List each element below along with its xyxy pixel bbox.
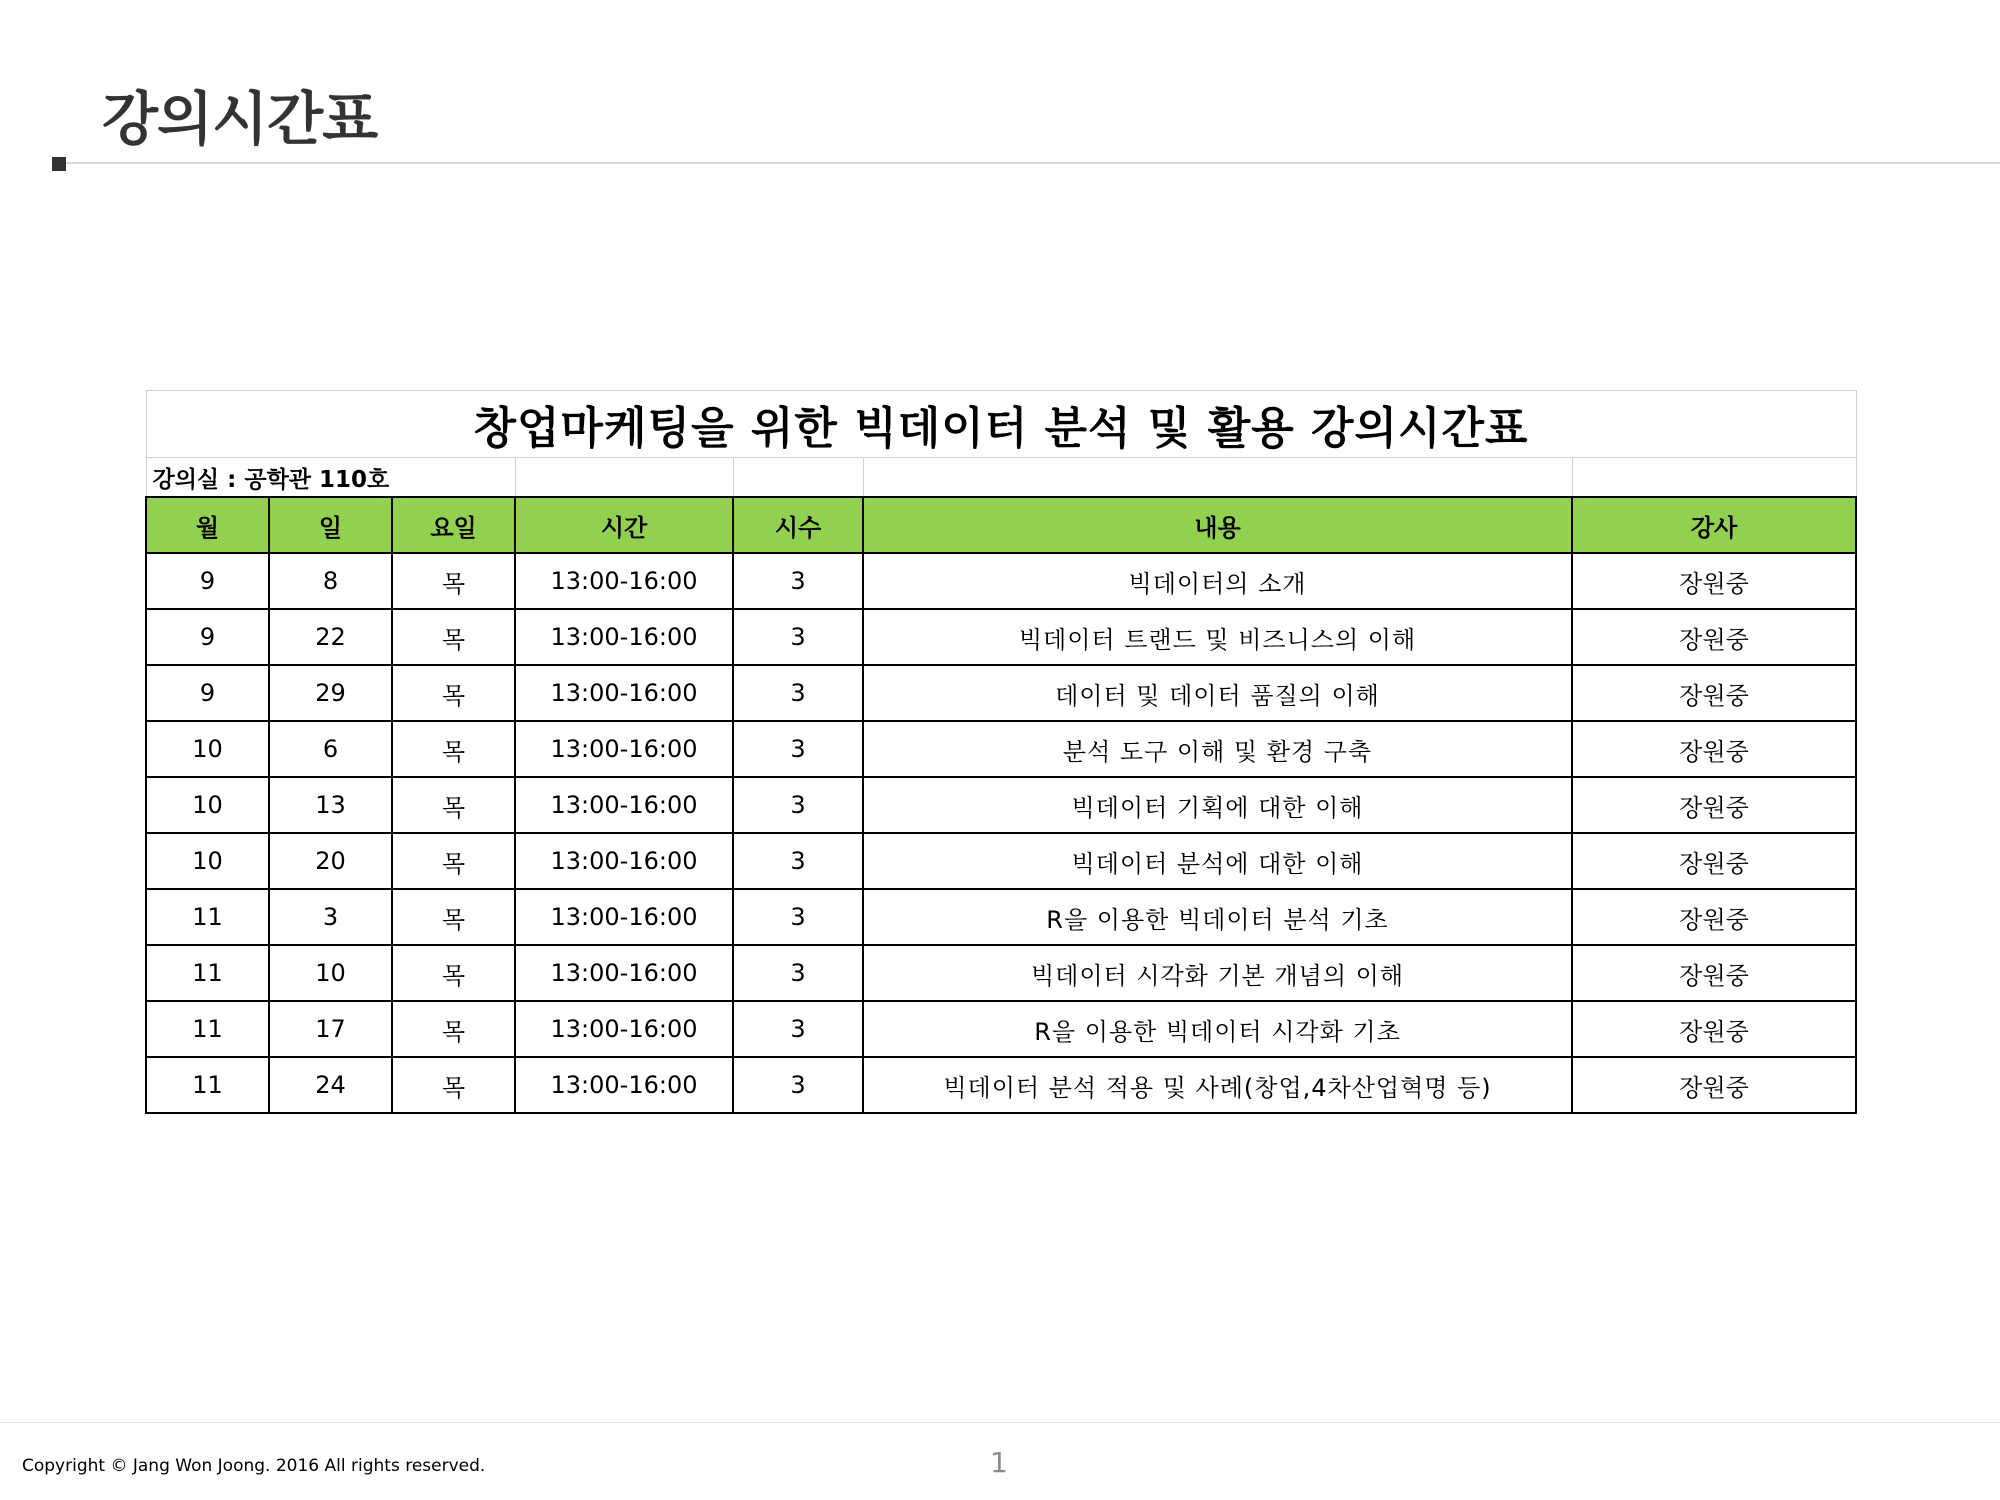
time-cell: 13:00-16:00 <box>515 833 733 889</box>
content-cell: 데이터 및 데이터 품질의 이해 <box>863 665 1572 721</box>
instructor-cell: 장원중 <box>1572 889 1856 945</box>
instructor-cell: 장원중 <box>1572 945 1856 1001</box>
day-cell: 10 <box>269 945 392 1001</box>
title-divider <box>66 162 2000 164</box>
hours-cell: 3 <box>733 833 863 889</box>
weekday-cell: 목 <box>392 553 515 609</box>
time-cell: 13:00-16:00 <box>515 889 733 945</box>
table-row <box>146 721 1856 777</box>
empty-cell <box>863 458 1572 498</box>
hours-cell: 3 <box>733 1057 863 1113</box>
title-marker <box>52 157 66 171</box>
instructor-cell: 장원중 <box>1572 777 1856 833</box>
weekday-cell: 목 <box>392 945 515 1001</box>
table-header-row <box>146 497 1856 553</box>
content-cell: 빅데이터 시각화 기본 개념의 이해 <box>863 945 1572 1001</box>
table-row <box>146 945 1856 1001</box>
month-cell: 9 <box>146 665 269 721</box>
time-cell: 13:00-16:00 <box>515 777 733 833</box>
weekday-cell: 목 <box>392 665 515 721</box>
weekday-cell: 목 <box>392 609 515 665</box>
schedule-table <box>145 390 1857 1114</box>
empty-cell <box>1572 458 1856 498</box>
month-cell: 10 <box>146 777 269 833</box>
table-row <box>146 609 1856 665</box>
instructor-cell: 장원중 <box>1572 553 1856 609</box>
table-row <box>146 665 1856 721</box>
content-cell: 분석 도구 이해 및 환경 구축 <box>863 721 1572 777</box>
day-cell: 20 <box>269 833 392 889</box>
hours-cell: 3 <box>733 665 863 721</box>
month-cell: 11 <box>146 889 269 945</box>
content-cell: 빅데이터의 소개 <box>863 553 1572 609</box>
content-cell: R을 이용한 빅데이터 분석 기초 <box>863 889 1572 945</box>
day-cell: 17 <box>269 1001 392 1057</box>
table-row <box>146 1001 1856 1057</box>
table-caption: 창업마케팅을 위한 빅데이터 분석 및 활용 강의시간표 <box>146 391 1856 458</box>
content-cell: 빅데이터 분석 적용 및 사례(창업,4차산업혁명 등) <box>863 1057 1572 1113</box>
copyright-notice: Copyright © Jang Won Joong. 2016 All rights reserved. <box>22 1456 486 1476</box>
table-row <box>146 833 1856 889</box>
content-cell: 빅데이터 분석에 대한 이해 <box>863 833 1572 889</box>
footer-divider <box>0 1422 2000 1423</box>
day-cell: 24 <box>269 1057 392 1113</box>
table-row <box>146 777 1856 833</box>
month-cell: 11 <box>146 945 269 1001</box>
room-row <box>146 458 1856 498</box>
instructor-cell: 장원중 <box>1572 1057 1856 1113</box>
content-cell: R을 이용한 빅데이터 시각화 기초 <box>863 1001 1572 1057</box>
day-cell: 13 <box>269 777 392 833</box>
instructor-cell: 장원중 <box>1572 1001 1856 1057</box>
month-cell: 10 <box>146 833 269 889</box>
weekday-cell: 목 <box>392 833 515 889</box>
instructor-cell: 장원중 <box>1572 833 1856 889</box>
hours-cell: 3 <box>733 777 863 833</box>
time-cell: 13:00-16:00 <box>515 1057 733 1113</box>
table-row <box>146 1057 1856 1113</box>
weekday-cell: 목 <box>392 777 515 833</box>
column-header-content: 내용 <box>863 497 1572 553</box>
weekday-cell: 목 <box>392 721 515 777</box>
empty-cell <box>515 458 733 498</box>
day-cell: 3 <box>269 889 392 945</box>
content-cell: 빅데이터 기획에 대한 이해 <box>863 777 1572 833</box>
hours-cell: 3 <box>733 1001 863 1057</box>
month-cell: 9 <box>146 553 269 609</box>
hours-cell: 3 <box>733 721 863 777</box>
column-header-instructor: 강사 <box>1572 497 1856 553</box>
month-cell: 10 <box>146 721 269 777</box>
room-label: 강의실 : 공학관 110호 <box>146 458 515 498</box>
day-cell: 6 <box>269 721 392 777</box>
table-row <box>146 553 1856 609</box>
column-header-hours: 시수 <box>733 497 863 553</box>
page-number: 1 <box>990 1446 1008 1479</box>
weekday-cell: 목 <box>392 1001 515 1057</box>
month-cell: 9 <box>146 609 269 665</box>
instructor-cell: 장원중 <box>1572 721 1856 777</box>
table-row <box>146 889 1856 945</box>
time-cell: 13:00-16:00 <box>515 721 733 777</box>
slide-title: 강의시간표 <box>102 85 378 153</box>
time-cell: 13:00-16:00 <box>515 665 733 721</box>
content-cell: 빅데이터 트랜드 및 비즈니스의 이해 <box>863 609 1572 665</box>
empty-cell <box>733 458 863 498</box>
day-cell: 8 <box>269 553 392 609</box>
column-header-time: 시간 <box>515 497 733 553</box>
instructor-cell: 장원중 <box>1572 609 1856 665</box>
weekday-cell: 목 <box>392 1057 515 1113</box>
hours-cell: 3 <box>733 945 863 1001</box>
time-cell: 13:00-16:00 <box>515 945 733 1001</box>
column-header-weekday: 요일 <box>392 497 515 553</box>
instructor-cell: 장원중 <box>1572 665 1856 721</box>
day-cell: 29 <box>269 665 392 721</box>
day-cell: 22 <box>269 609 392 665</box>
hours-cell: 3 <box>733 553 863 609</box>
hours-cell: 3 <box>733 609 863 665</box>
table-caption-row <box>146 391 1856 458</box>
column-header-month: 월 <box>146 497 269 553</box>
time-cell: 13:00-16:00 <box>515 1001 733 1057</box>
hours-cell: 3 <box>733 889 863 945</box>
time-cell: 13:00-16:00 <box>515 553 733 609</box>
month-cell: 11 <box>146 1001 269 1057</box>
column-header-day: 일 <box>269 497 392 553</box>
month-cell: 11 <box>146 1057 269 1113</box>
time-cell: 13:00-16:00 <box>515 609 733 665</box>
weekday-cell: 목 <box>392 889 515 945</box>
